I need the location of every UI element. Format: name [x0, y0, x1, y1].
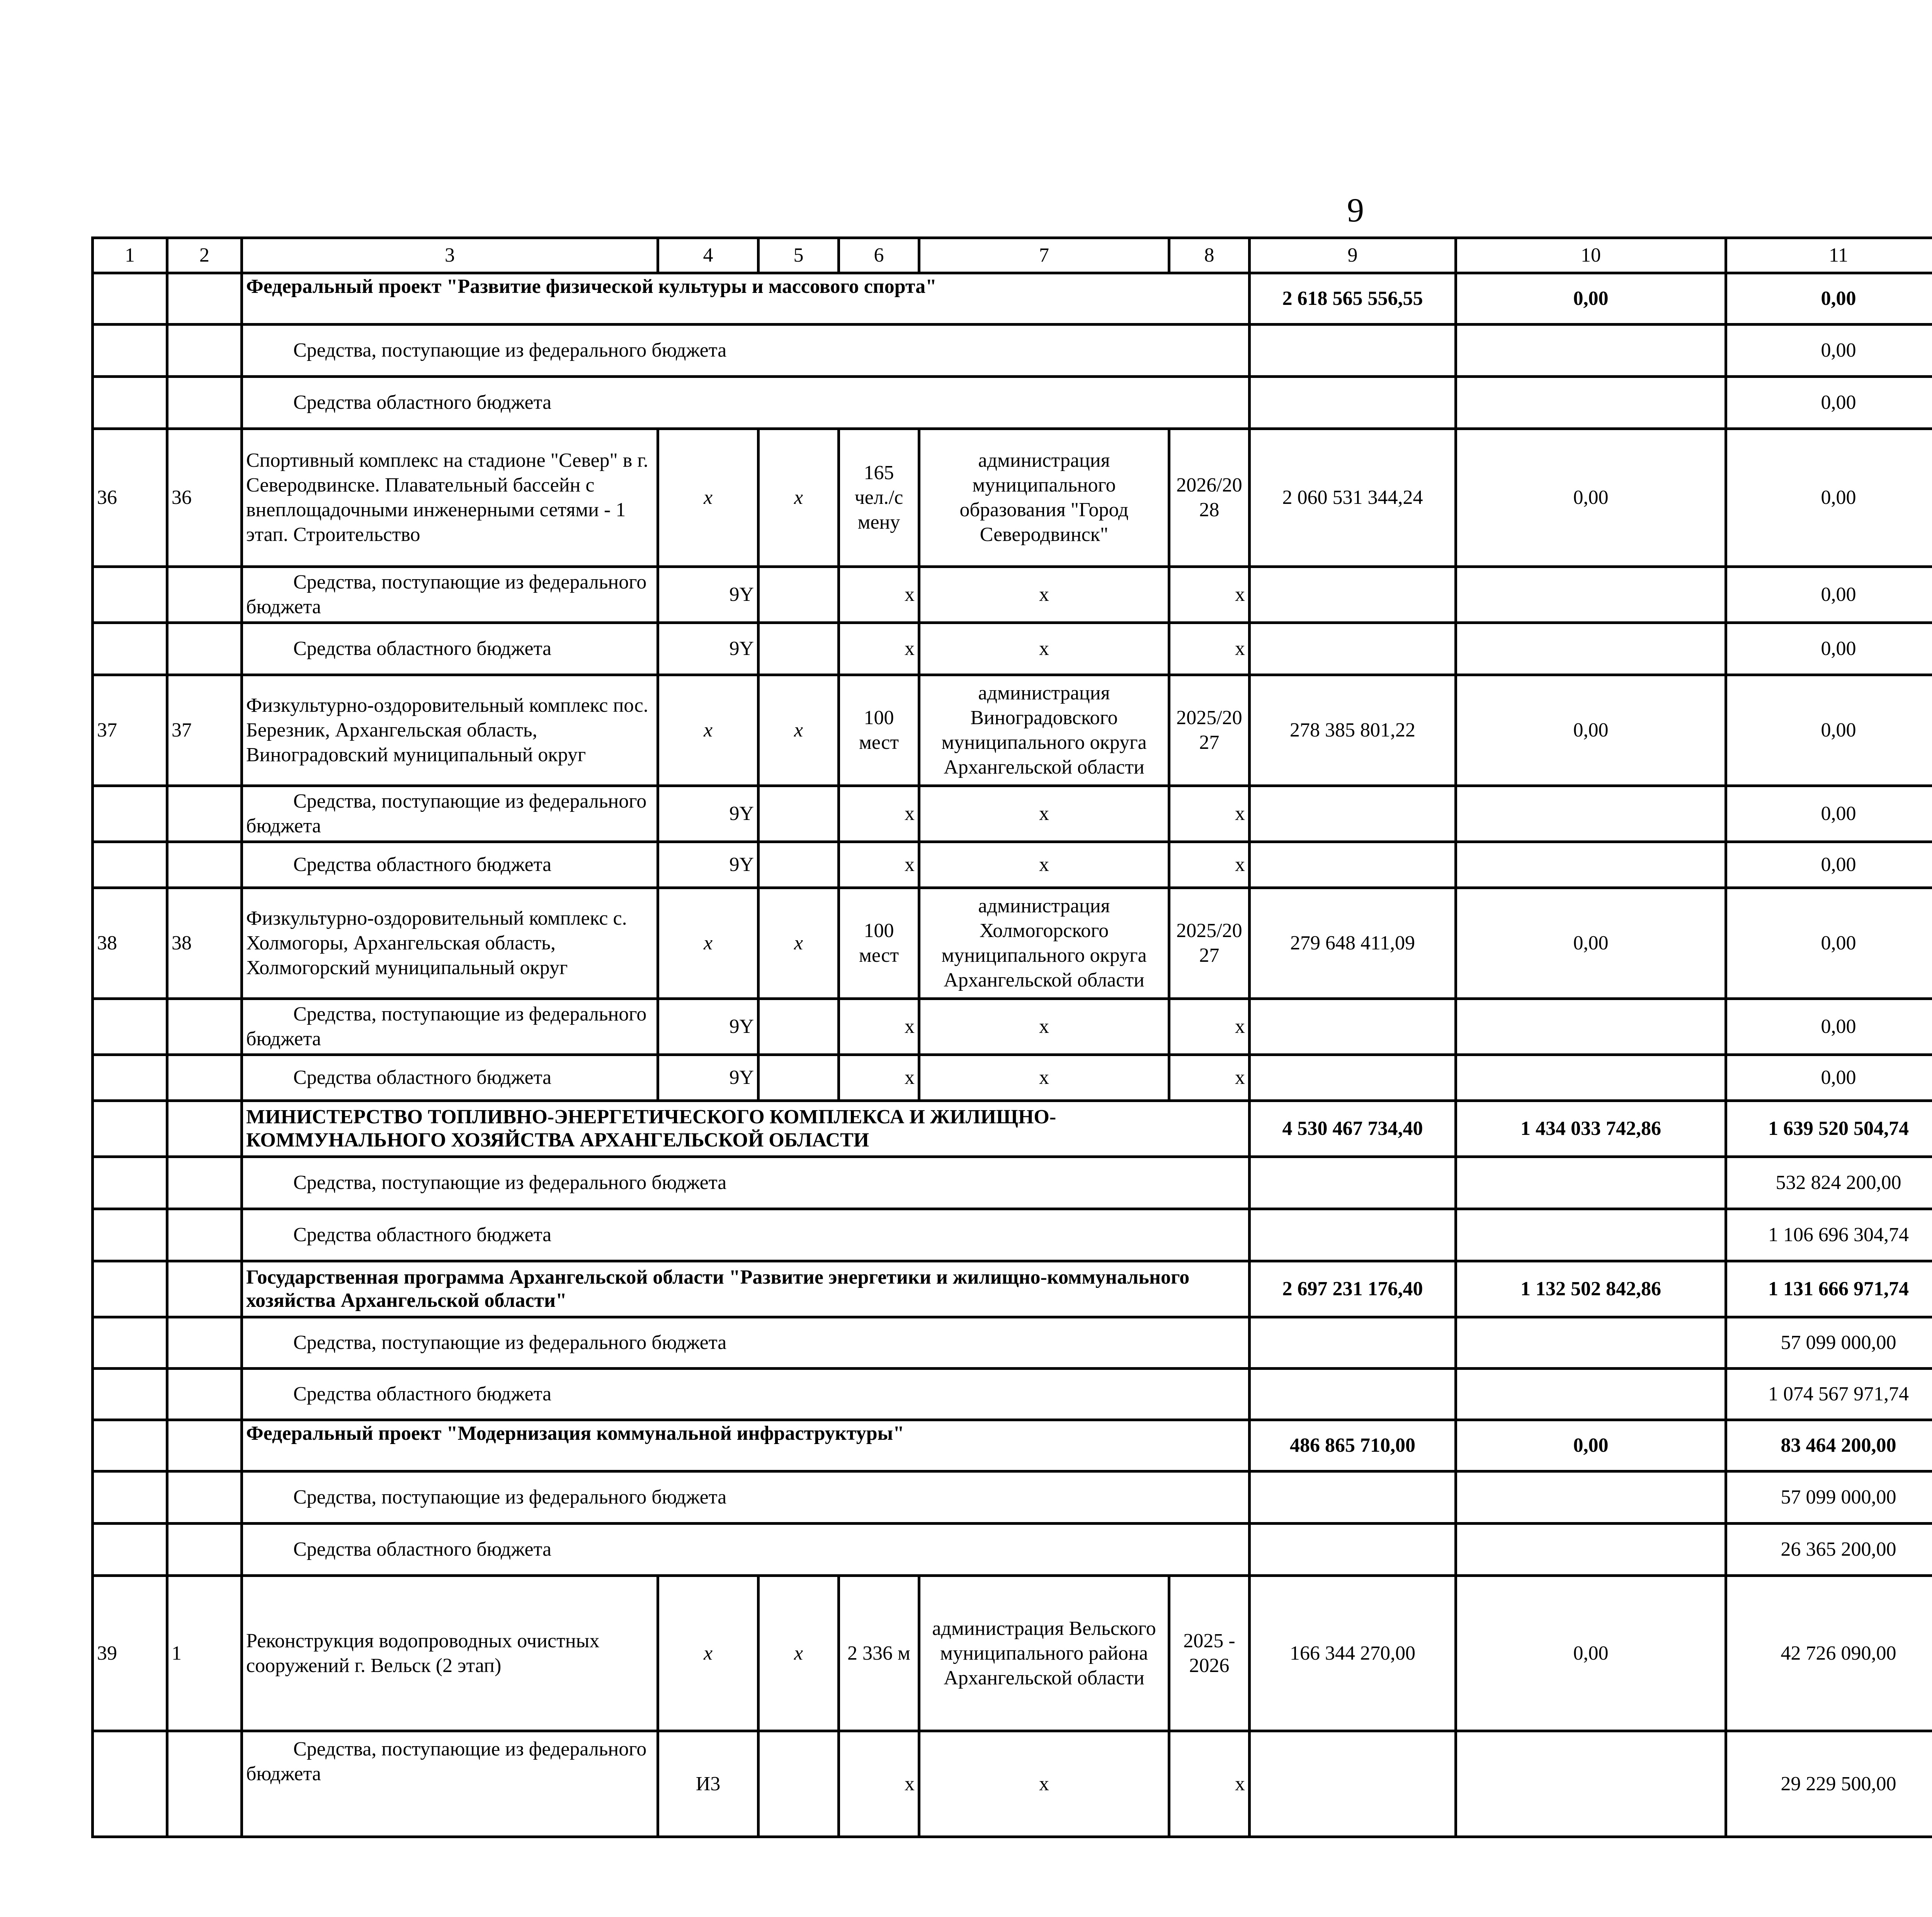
cell-c10: 0,00: [1456, 429, 1726, 567]
cell-c5: х: [759, 888, 839, 999]
cell-c11: 1 106 696 304,74: [1726, 1209, 1932, 1261]
cell-c11: 42 726 090,00: [1726, 1576, 1932, 1731]
capacity: 2 336 м: [839, 1576, 919, 1731]
object-row-36: [93, 429, 1932, 567]
cell-c11: 0,00: [1726, 786, 1932, 842]
period: 2025/20 27: [1169, 675, 1250, 786]
column-header: 6: [839, 238, 919, 273]
column-header: 11: [1726, 238, 1932, 273]
funding-row-federal: [93, 1731, 1932, 1837]
row-subnumber: 37: [167, 675, 242, 786]
cell-c11: 0,00: [1726, 567, 1932, 623]
funding-label: Средства, поступающие из федерального бюджета: [242, 999, 658, 1055]
cell-c10: 0,00: [1456, 888, 1726, 999]
column-header: 10: [1456, 238, 1726, 273]
cell-c4: х: [658, 429, 759, 567]
section-title: МИНИСТЕРСТВО ТОПЛИВНО-ЭНЕРГЕТИЧЕСКОГО КОМПЛЕКСА И ЖИЛИЩНО-КОММУНАЛЬНОГО ХОЗЯЙСТВА АРХАНГЕЛЬСКОЙ ОБЛАСТИ: [242, 1101, 1250, 1157]
funding-row-federal: [93, 325, 1932, 377]
responsible-org: администрация муниципального образования "Город Северодвинск": [919, 429, 1169, 567]
cell-c6: х: [839, 999, 919, 1055]
cell-c7: х: [919, 567, 1169, 623]
cell-c9: 4 530 467 734,40: [1250, 1101, 1456, 1157]
cell-c9: 486 865 710,00: [1250, 1420, 1456, 1471]
section-row-ministry: [93, 1101, 1932, 1157]
funding-label: Средства областного бюджета: [242, 377, 1250, 429]
cell-c8: х: [1169, 999, 1250, 1055]
cell-c8: х: [1169, 1731, 1250, 1837]
cell-c5: х: [759, 675, 839, 786]
funding-row-regional: [93, 377, 1932, 429]
responsible-org: администрация Вельского муниципального района Архангельской области: [919, 1576, 1169, 1731]
cell-c6: х: [839, 1055, 919, 1101]
cell-c10: 0,00: [1456, 675, 1726, 786]
funding-label: Средства областного бюджета: [242, 1369, 1250, 1420]
cell-c7: х: [919, 1055, 1169, 1101]
section-row-federal-project-modernization: [93, 1420, 1932, 1471]
funding-row-federal: [93, 1157, 1932, 1209]
funding-label: Средства, поступающие из федерального бюджета: [242, 1471, 1250, 1524]
cell-c7: х: [919, 999, 1169, 1055]
column-header: 8: [1169, 238, 1250, 273]
funding-label: Средства, поступающие из федерального бюджета: [242, 567, 658, 623]
cell-c11: 57 099 000,00: [1726, 1317, 1932, 1369]
cell-c10: 0,00: [1456, 1576, 1726, 1731]
period: 2025 - 2026: [1169, 1576, 1250, 1731]
cell-c11: 0,00: [1726, 377, 1932, 429]
cell-c10: 1 434 033 742,86: [1456, 1101, 1726, 1157]
cell-c11: 0,00: [1726, 623, 1932, 675]
column-header: 2: [167, 238, 242, 273]
cell-c4: И3: [658, 1731, 759, 1837]
funding-row-regional: [93, 623, 1932, 675]
cell-c11: 57 099 000,00: [1726, 1471, 1932, 1524]
object-name: Реконструкция водопроводных очистных сооружений г. Вельск (2 этап): [242, 1576, 658, 1731]
object-name: Физкультурно-оздоровительный комплекс пос. Березник, Архангельская область, Виноградовский муниципальный округ: [242, 675, 658, 786]
cell-c11: 0,00: [1726, 273, 1932, 325]
column-header: 1: [93, 238, 167, 273]
funding-label: Средства областного бюджета: [242, 623, 658, 675]
cell-c9: 278 385 801,22: [1250, 675, 1456, 786]
cell-c4: х: [658, 1576, 759, 1731]
cell-c6: х: [839, 623, 919, 675]
cell-c7: х: [919, 786, 1169, 842]
cell-c11: 0,00: [1726, 429, 1932, 567]
cell-c4: х: [658, 888, 759, 999]
column-header: 9: [1250, 238, 1456, 273]
cell-c4: 9Y: [658, 1055, 759, 1101]
funding-row-federal: [93, 567, 1932, 623]
cell-c9: 279 648 411,09: [1250, 888, 1456, 999]
cell-c11: 1 639 520 504,74: [1726, 1101, 1932, 1157]
funding-row-federal: [93, 1317, 1932, 1369]
funding-label: Средства, поступающие из федерального бюджета: [242, 1157, 1250, 1209]
cell-c11: 1 074 567 971,74: [1726, 1369, 1932, 1420]
cell-c6: х: [839, 1731, 919, 1837]
cell-c6: х: [839, 786, 919, 842]
cell-c11: 0,00: [1726, 888, 1932, 999]
column-header: 5: [759, 238, 839, 273]
cell-c4: х: [658, 675, 759, 786]
cell-c11: 0,00: [1726, 999, 1932, 1055]
cell-c7: х: [919, 842, 1169, 888]
section-title: Федеральный проект "Развитие физической культуры и массового спорта": [242, 273, 1250, 325]
cell-c4: 9Y: [658, 842, 759, 888]
cell-c9: 2 618 565 556,55: [1250, 273, 1456, 325]
funding-label: Средства, поступающие из федерального бюджета: [242, 1731, 658, 1837]
cell-c8: х: [1169, 567, 1250, 623]
section-title: Федеральный проект "Модернизация коммунальной инфраструктуры": [242, 1420, 1250, 1471]
funding-row-regional: [93, 842, 1932, 888]
cell-c10: 0,00: [1456, 273, 1726, 325]
funding-row-federal: [93, 786, 1932, 842]
cell-c9: 2 697 231 176,40: [1250, 1261, 1456, 1317]
cell-c4: 9Y: [658, 999, 759, 1055]
cell-c6: х: [839, 567, 919, 623]
funding-row-regional: [93, 1524, 1932, 1576]
cell-c10: 1 132 502 842,86: [1456, 1261, 1726, 1317]
funding-label: Средства, поступающие из федерального бюджета: [242, 786, 658, 842]
cell-c7: х: [919, 623, 1169, 675]
section-row-federal-project-sport: [93, 273, 1932, 325]
column-number-row: [93, 238, 1932, 273]
cell-c6: х: [839, 842, 919, 888]
cell-c11: 0,00: [1726, 325, 1932, 377]
funding-label: Средства областного бюджета: [242, 1524, 1250, 1576]
funding-label: Средства, поступающие из федерального бюджета: [242, 1317, 1250, 1369]
cell-c7: х: [919, 1731, 1169, 1837]
page-number: 9: [1347, 192, 1364, 229]
row-number: 36: [93, 429, 167, 567]
cell-c4: 9Y: [658, 567, 759, 623]
cell-c4: 9Y: [658, 786, 759, 842]
cell-c11: 0,00: [1726, 842, 1932, 888]
capacity: 100 мест: [839, 675, 919, 786]
section-row-state-program: [93, 1261, 1932, 1317]
row-number: 39: [93, 1576, 167, 1731]
funding-row-federal: [93, 999, 1932, 1055]
row-number: 37: [93, 675, 167, 786]
section-title: Государственная программа Архангельской области "Развитие энергетики и жилищно-коммунального хозяйства Архангельской области": [242, 1261, 1250, 1317]
funding-label: Средства областного бюджета: [242, 1055, 658, 1101]
cell-c10: 0,00: [1456, 1420, 1726, 1471]
funding-label: Средства, поступающие из федерального бюджета: [242, 325, 1250, 377]
object-name: Спортивный комплекс на стадионе "Север" в г. Северодвинске. Плавательный бассейн с внеплощадочными инженерными сетями - 1 этап. Строительство: [242, 429, 658, 567]
row-number: 38: [93, 888, 167, 999]
period: 2025/20 27: [1169, 888, 1250, 999]
cell-c11: 83 464 200,00: [1726, 1420, 1932, 1471]
object-row-38: [93, 888, 1932, 999]
cell-c11: 1 131 666 971,74: [1726, 1261, 1932, 1317]
cell-c11: 26 365 200,00: [1726, 1524, 1932, 1576]
row-subnumber: 36: [167, 429, 242, 567]
column-header: 3: [242, 238, 658, 273]
cell-c4: 9Y: [658, 623, 759, 675]
cell-c8: х: [1169, 842, 1250, 888]
cell-c9: 2 060 531 344,24: [1250, 429, 1456, 567]
cell-c11: 0,00: [1726, 675, 1932, 786]
period: 2026/20 28: [1169, 429, 1250, 567]
responsible-org: администрация Холмогорского муниципального округа Архангельской области: [919, 888, 1169, 999]
cell-c11: 29 229 500,00: [1726, 1731, 1932, 1837]
row-subnumber: 1: [167, 1576, 242, 1731]
funding-row-federal: [93, 1471, 1932, 1524]
cell-c11: 532 824 200,00: [1726, 1157, 1932, 1209]
capacity: 100 мест: [839, 888, 919, 999]
object-row-39: [93, 1576, 1932, 1731]
funding-row-regional: [93, 1209, 1932, 1261]
column-header: 7: [919, 238, 1169, 273]
capacity: 165 чел./с мену: [839, 429, 919, 567]
funding-row-regional: [93, 1055, 1932, 1101]
cell-c5: х: [759, 1576, 839, 1731]
funding-row-regional: [93, 1369, 1932, 1420]
cell-c5: х: [759, 429, 839, 567]
budget-table: [91, 236, 1932, 1838]
funding-label: Средства областного бюджета: [242, 1209, 1250, 1261]
cell-c9: 166 344 270,00: [1250, 1576, 1456, 1731]
cell-c11: 0,00: [1726, 1055, 1932, 1101]
cell-c8: х: [1169, 623, 1250, 675]
responsible-org: администрация Виноградовского муниципального округа Архангельской области: [919, 675, 1169, 786]
cell-c8: х: [1169, 786, 1250, 842]
cell-c8: х: [1169, 1055, 1250, 1101]
row-subnumber: 38: [167, 888, 242, 999]
object-row-37: [93, 675, 1932, 786]
column-header: 4: [658, 238, 759, 273]
funding-label: Средства областного бюджета: [242, 842, 658, 888]
object-name: Физкультурно-оздоровительный комплекс с. Холмогоры, Архангельская область, Холмогорский муниципальный округ: [242, 888, 658, 999]
